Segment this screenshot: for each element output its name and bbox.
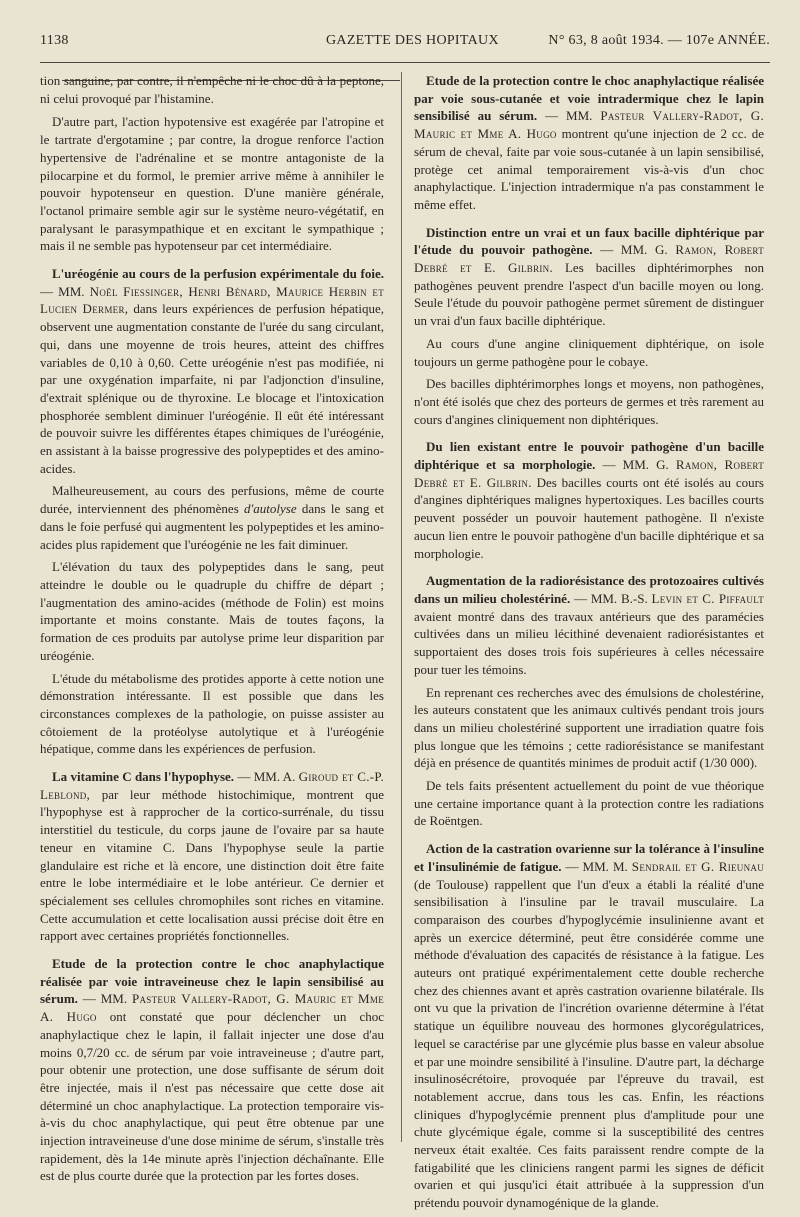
paragraph: L'étude du métabolisme des protides apporte à cette notion une démonstration intéressante. Il est possible que dans les circonstances complexes de la pathologie, on puisse assister au côtoiement de la protéolyse autolytique et à l'uréogénie hépatique, comme dans les expériences de perfusion. [40,670,384,757]
article-body: ont constaté que pour déclencher un choc anaphylactique chez le lapin, il fallait injecter une dose d'au moins 0,7/20 cc. de sérum par voie intraveineuse ; d'autre part, pour obtenir une protection, une dose suffisante de sérum doit être injectée, mais il n'est pas nécessaire que cette dose ait déterminé un choc anaphylactique. La protection temporaire vis-à-vis du choc anaphylactique, qui peut être obtenue par une injection intraveineuse d'une dose minime de sérum, s'installe très rapidement, dès la 14e minute après l'injection déchaînante. Elle est de plus courte durée que la protection par les fortes doses. [40,1009,384,1184]
article-body: montrent qu'une injection de 2 cc. de sérum de cheval, faite par voie sous-cutanée à un lapin sensibilisé, protège cet animal temporairement vis-à-vis d'un choc anaphylactique. L'injection intradermique n'a pas constamment le même effet. [414,126,764,212]
article-paragraph [40,265,384,477]
article-authors: Pasteur Vallery-Radot, G. Mauric et Mme A. Hugo [40,991,384,1025]
article-authors: Ramon, Robert Debré et E. Gilbrin. [414,457,764,490]
article-title: L'uréogénie au cours de la perfusion expérimentale du foie. [52,266,384,282]
journal-title: GAZETTE DES HOPITAUX [326,33,499,48]
paragraph [40,482,384,553]
authors-intro: — MM. G. [592,242,676,258]
paragraph: L'élévation du taux des polypeptides dans le sang, peut atteindre le double ou le quadruple du chiffre de départ ; l'augmentation des amino-acides (méthode de Folin) est moins importante et moins constante. Mais de toutes façons, la formation de ces produits par autolyse prime leur disparition par uréogénie. [40,559,384,663]
right-column [414,72,764,1217]
article-body: (de Toulouse) rappellent que l'un d'eux a établi la réalité d'une sensibilisation à l'insuline par le travail musculaire. La comparaison des courbes d'hypoglycémie insulinienne avant et après un exercice déterminé, peut être considérée comme une méthode d'évaluation des capacités de résistance à la fatigue. Les auteurs ont pratiqué expérimentalement cette double recherche chez des chiennes avant et après castration ovarienne bilatérale. Ils ont vu que la privation de l'incrétion ovarienne détermine à l'état statique un équilibre nouveau des hormones glycorégulatrices, lequel se caractérise par une glycémie plus basse en valeur absolue et par une moindre sensibilité à l'insuline. D'autre part, la décharge insulinosécrétoire, provoquée par l'épreuve du travail, est notablement accrue, dans tous les cas. Enfin, les réactions cliniques d'hypoglycémie prennent plus d'amplitude pour une chute glycémique égale, comme si la susceptibilité des centres nerveux était exaltée. Ces faits paraissent rendre compte de la fatigabilité que les cliniciens rangent parmi les signes de déficit ovarien et qui jusqu'ici était attribuée à la suppression d'un prétendu pouvoir dynamogénique de la glande. [414,876,764,1211]
article-title: Action de la castration ovarienne sur la tolérance à l'insuline et l'insulinémie de fatigue. [414,841,764,874]
article-paragraph [414,438,764,562]
article-paragraph [414,72,764,214]
article-authors: Pasteur Vallery-Radot, G. Mauric et Mme A. Hugo [414,108,764,142]
article-title: Distinction entre un vrai et un faux bacille diphtérique par l'étude du pouvoir pathogène. [414,224,764,258]
article-paragraph [414,572,764,678]
article-body: dans leurs expériences de perfusion hépatique, observent une augmentation constante de l'urée du sang circulant, qui, dans une moyenne de trois heures, atteint des chiffres variables de 0,10 à 0,60. Cette uréogénie n'est pas modifiée, ni par une oxygénation imparfaite, ni par l'adjonction d'insuline, d'extrait splénique ou de thyroxine. Le blocage et l'intoxication phosphorée semblent diminuer l'uréogénie. Il eût été intéressant de pouvoir suivre les différentes étapes chimiques de l'uréogénie, en assistant à la baisse progressive des polypeptides et des amino-acides. [40,301,384,476]
article-title: La vitamine C dans l'hypophyse. [52,769,235,785]
article-authors: Levin et C. Piffault [651,590,764,606]
column-divider [401,72,402,1142]
authors-intro: — MM. B.-S. [570,590,652,606]
authors-intro: — MM. G. [595,457,676,473]
article-paragraph [414,224,764,330]
article-body: par leur méthode histochimique, montrent que l'hypophyse est à rapprocher de la cortico-surrénale, du tissu interstitiel du testicule, du corps jaune de l'ovaire par sa haute teneur en vitamine C. Dans l'hypophyse seule la partie glandulaire est riche et là encore, une distinction doit être faite entre le lobe intermédiaire et le lobe antérieur. Ce dernier et spécialement ses cellules chromophiles sont riches en vitamine. Cette accumulation et cette localisation aussi précise doit être en rapport avec certaines propriétés fonctionnelles. [40,786,384,944]
article-title: Etude de la protection contre le choc anaphylactique réalisée par voie intraveineuse chez le lapin sensibilisé au sérum. [40,956,384,1007]
article-title: Etude de la protection contre le choc anaphylactique réalisée par voie sous-cutanée et voie intradermique chez le lapin sensibilisé au sérum. [414,73,764,124]
article-paragraph [40,768,384,945]
authors-intro: — MM. M. [561,858,632,874]
article-authors: Ramon, Robert Debré et E. Gilbrin. [414,242,764,276]
article-bacille-diphterique [414,224,764,429]
authors-intro: — MM. [77,991,132,1007]
paragraph: tion sanguine, par contre, il n'empêche ni le choc dû à la peptone, ni celui provoqué par l'histamine. [40,73,384,106]
running-header [40,33,770,57]
article-lien-morphologie [414,438,764,562]
article-paragraph [414,840,764,1212]
header-rule [40,62,770,63]
paragraph: Des bacilles diphtérimorphes longs et moyens, non pathogènes, n'ont été isolés que chez des porteurs de germes et très rarement au cours d'angines cliniquement non diphtériques. [414,376,764,427]
article-protection-intraveineuse [40,955,384,1185]
text: dans le sang et dans le foie perfusé qui augmentent les polypeptides et les amino-acides plus rapidement que l'uréogénie ne les fait diminuer. [40,501,385,552]
article-protection-sous-cutanee [414,72,764,214]
left-column [40,72,384,1190]
issue-info: N° 63, 8 août 1934. — 107e ANNÉE. [548,33,770,48]
text: Malheureusement, au cours des perfusions, même de courte durée, interviennent des phénomènes [40,483,384,517]
article-vitamine-c [40,768,384,945]
paragraph: De tels faits présentent actuellement du point de vue théorique une certaine importance quant à la protection contre les radiations de Roëntgen. [414,778,764,829]
page-number: 1138 [40,33,69,48]
article-title: Augmentation de la radiorésistance des protozoaires cultivés dans un milieu cholestériné. [414,573,764,606]
article-authors: Sendrail et G. Rieunau [631,858,764,874]
authors-intro: — MM. [40,283,90,299]
paragraph: D'autre part, l'action hypotensive est exagérée par l'atropine et le tartrate d'ergotamine ; par contre, la drogue renforce l'action hypertensive de l'adrénaline et se montre antagoniste de la pilocarpine et du formol, le premier arrive même à annihiler le pouvoir hypotenseur en question. D'une manière générale, l'octanol primaire semble agir sur le système neuro-végétatif, en paralysant le parasympathique et en excitant le sympathique ; mais il ne semble pas hypotenseur par cet intermédiaire. [40,114,384,254]
article-body: Les bacilles diphtérimorphes non pathogènes peuvent prendre l'aspect d'un bacille moyen ou long. Seule l'étude du pouvoir pathogène permet sûrement de distinguer un vrai d'un faux bacille diphtérique. [414,260,764,329]
article-ureogenie [40,265,384,758]
paragraph: En reprenant ces recherches avec des émulsions de cholestérine, les auteurs constatent que les animaux cultivés pendant trois jours dans un milieu cholestériné supportent une irradiation quatre fois plus longue que les témoins ; cette radiorésistance se manifestant déjà en présence de quantités minimes de produit actif (1/30 000). [414,684,764,771]
article-body: avaient montré dans des travaux antérieurs que des paramécies cultivées dans un milieu lécithiné devenaient radiorésistantes et supportaient des doses trois fois supérieures à celles nécessaire pour tuer les témoins. [414,608,764,677]
authors-intro: — MM. A. [234,769,299,785]
article-body: Des bacilles courts ont été isolés au cours d'angines diphtériques malignes hypertoxiques. Les bacilles courts peuvent posséder un pouvoir hautement pathogène. Il n'existe aucun lien entre le pouvoir pathogène d'un bacille diphtérique et sa morphologie. [414,474,764,561]
article-radioresistance [414,572,764,830]
article-title: Du lien existant entre le pouvoir pathogène d'un bacille diphtérique et sa morphologie. [414,439,764,473]
article-castration-ovarienne [414,840,764,1212]
paragraph: Au cours d'une angine cliniquement diphtérique, on isole toujours un germe pathogène pour le cobaye. [414,335,764,369]
article-paragraph [40,955,384,1185]
italic-term: d'autolyse [244,501,297,517]
authors-intro: — MM. [537,108,601,124]
article-authors: Noël Fiessinger, Henri Bénard, Maurice Herbin et Lucien Dermer, [40,283,384,317]
article-authors: Giroud et C.-P. Leblond, [40,769,385,802]
